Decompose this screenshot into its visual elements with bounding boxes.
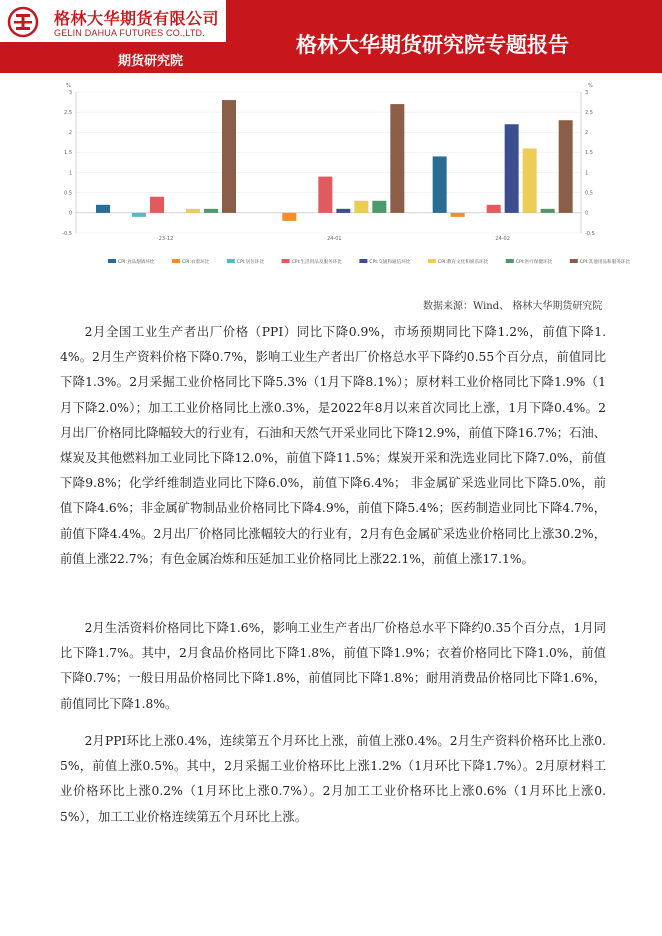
y-tick-label-left: 0.5	[64, 190, 72, 197]
department-label: 期货研究院	[118, 54, 184, 69]
report-header	[0, 0, 662, 73]
bar-6-23-12	[186, 209, 200, 213]
y-tick-label-right: 2	[585, 130, 589, 137]
company-name-cn: 格林大华期货有限公司	[54, 9, 220, 28]
y-tick-label-left: 2	[68, 130, 72, 137]
paragraph-ppi-yoy: 2月全国工业生产者出厂价格（PPI）同比下降0.9%，市场预期同比下降1.2%，前值下降1.4%。2月生产资料价格下降0.7%，影响工业生产者出厂价格总水平下降约0.55个百分点，前值同比下降1.3%。2月采掘工业价格同比下降5.3%（1月下降8.1%）；原材料工业价格同比下降1.9%（1月下降2.0%）；加工工业价格同比上涨0.3%，是2022年8月以来首次同比上涨，1月下降0.4%。2月出厂价格同比降幅较大的行业有，石油和天然气开采业同比下降12.9%，前值下降16.7%；石油、煤炭及其他燃料加工业同比下降12.0%，前值下降11.5%；煤炭开采和洗选业同比下降7.0%，前值下降9.8%；化学纤维制造业同比下降6.0%，前值下降6.4%； 非金属矿采选业同比下降5.0%，前值下降4.6%；非金属矿物制品业价格同比下降4.9%，前值下降5.4%；医药制造业同比下降4.7%，前值下降4.4%。2月出厂价格同比涨幅较大的行业有，2月有色金属矿采选业价格同比上涨30.2%，前值上涨22.7%；有色金属冶炼和压延加工业价格同比上涨22.1%，前值上涨17.1%。	[60, 325, 606, 566]
y-tick-label-left: 3	[68, 89, 72, 96]
bar-3-23-12	[132, 213, 146, 217]
legend-label-3: CPI:居住环比	[236, 260, 265, 265]
bar-4-24-02	[487, 205, 501, 213]
legend-label-5: CPI:交通和通信环比	[369, 260, 411, 265]
y-tick-label-right: 2.5	[585, 109, 593, 116]
x-tick-label: 24-01	[327, 236, 342, 242]
legend-swatch-3	[227, 259, 235, 263]
data-source: 数据来源：Wind、 格林大华期货研究院	[423, 301, 603, 312]
legend-swatch-7	[506, 259, 514, 263]
bar-1-24-02	[433, 156, 447, 212]
bar-1-23-12	[96, 205, 110, 213]
bar-5-24-01	[336, 209, 350, 213]
bar-2-24-02	[451, 213, 465, 217]
bar-4-23-12	[150, 197, 164, 213]
legend-swatch-1	[108, 259, 116, 263]
y-tick-label-left: -0.5	[62, 230, 72, 237]
legend-swatch-6	[428, 259, 436, 263]
paragraph-ppi-mom: 2月PPI环比上涨0.4%，连续第五个月环比上涨，前值上涨0.4%。2月生产资料价格环比上涨0.5%，前值上涨0.5%。其中，2月采掘工业价格环比上涨1.2%（1月环比下降1.7%）。2月原材料工业价格环比上涨0.2%（1月环比上涨0.7%）。2月加工工业价格环比上涨0.6%（1月环比上涨0.5%），加工工业价格连续第五个月环比上涨。	[60, 734, 606, 824]
y-tick-label-left: 1	[68, 170, 72, 177]
y-tick-label-left: 0	[68, 210, 72, 217]
x-tick-label: 24-02	[495, 236, 510, 242]
bar-7-24-01	[372, 201, 386, 213]
bar-7-24-02	[541, 209, 555, 213]
bar-8-23-12	[222, 100, 236, 213]
y-axis-unit-right: %	[588, 83, 593, 89]
y-tick-label-right: 1.5	[585, 150, 593, 157]
cpi-mom-bar-chart	[58, 78, 631, 270]
y-tick-label-left: 2.5	[64, 109, 72, 116]
y-tick-label-left: 1.5	[64, 150, 72, 157]
legend-label-7: CPI:医疗保健环比	[515, 260, 553, 265]
bar-6-24-01	[354, 201, 368, 213]
legend-label-2: CPI:衣着环比	[182, 260, 210, 265]
bar-2-24-01	[282, 213, 296, 221]
bar-4-24-01	[318, 177, 332, 213]
report-title: 格林大华期货研究院专题报告	[296, 33, 569, 57]
legend-swatch-8	[570, 259, 578, 263]
legend-label-8: CPI:其他用品和服务环比	[579, 260, 631, 265]
bar-8-24-01	[390, 104, 404, 213]
bar-5-24-02	[505, 124, 519, 213]
legend-label-4: CPI:生活用品及服务环比	[291, 260, 342, 265]
x-tick-label: 23-12	[158, 236, 174, 242]
legend-swatch-2	[172, 259, 180, 263]
y-tick-label-right: 3	[585, 89, 589, 96]
bar-6-24-02	[523, 148, 537, 212]
bar-8-24-02	[559, 120, 573, 213]
legend-label-6: CPI:教育文化和娱乐环比	[438, 260, 489, 265]
y-tick-label-right: -0.5	[585, 230, 595, 237]
y-axis-unit-left: %	[66, 83, 71, 89]
y-tick-label-right: 0	[585, 210, 589, 217]
bar-7-23-12	[204, 209, 218, 213]
legend-swatch-5	[359, 259, 367, 263]
y-tick-label-right: 0.5	[585, 190, 593, 197]
gelin-dahua-logo-icon	[6, 6, 40, 38]
y-tick-label-right: 1	[585, 170, 589, 177]
legend-label-1: CPI:食品烟酒环比	[118, 260, 155, 265]
company-name-en: GELIN DAHUA FUTURES CO.,LTD.	[54, 28, 205, 38]
legend-swatch-4	[282, 259, 290, 263]
paragraph-consumer-goods: 2月生活资料价格同比下降1.6%，影响工业生产者出厂价格总水平下降约0.35个百分点，1月同比下降1.7%。其中，2月食品价格同比下降1.8%，前值下降1.9%；衣着价格同比下降1.0%，前值下降0.7%；一般日用品价格同比下降1.8%，前值同比下降1.8%；耐用消费品价格同比下降1.6%，前值同比下降1.8%。	[60, 621, 606, 711]
logo-panel	[0, 0, 226, 42]
